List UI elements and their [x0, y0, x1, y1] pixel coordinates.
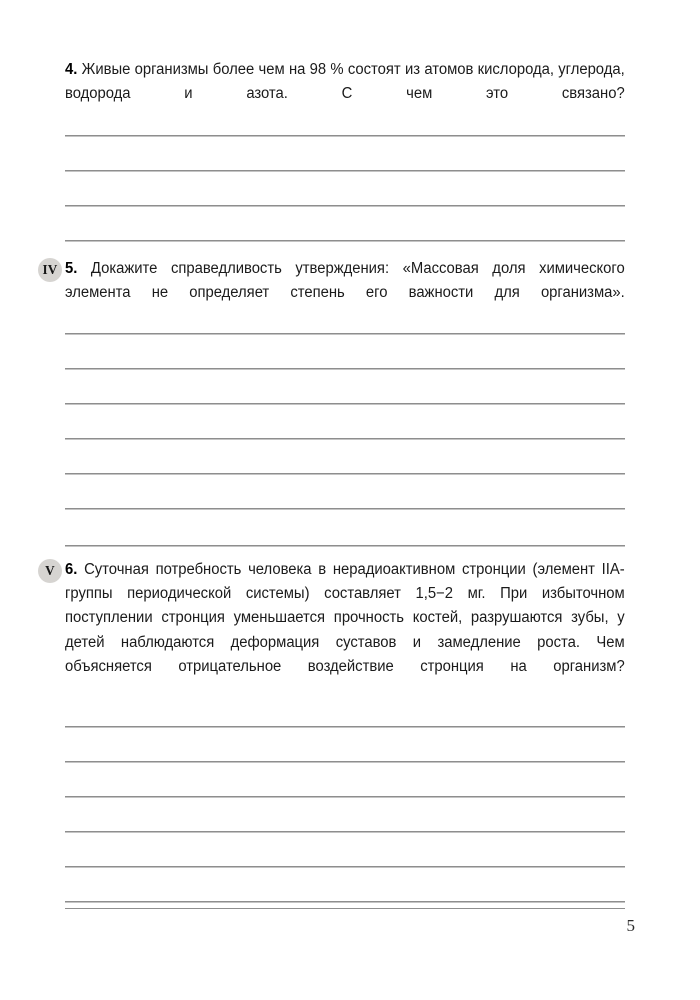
footer-divider	[65, 908, 625, 909]
answer-line-q6-6[interactable]	[65, 901, 625, 903]
question-5-number: 5.	[65, 260, 78, 277]
question-6-number: 6.	[65, 561, 78, 578]
answer-line-q5-7[interactable]	[65, 545, 625, 547]
answer-line-q6-2[interactable]	[65, 761, 625, 763]
roman-numeral-badge-iv: IV	[38, 258, 62, 282]
question-5-body: Докажите справедливость утверждения: «Массовая доля химического элемента не определяет степень его важности для организма».	[65, 260, 625, 302]
question-6-body: Суточная потребность человека в нерадиоактивном стронции (элемент IIA-группы периодической системы) составляет 1,5−2 мг. При избыточном поступлении стронция уменьшается прочность костей, разрушаются зубы, у детей наблюдаются деформация суставов и замедление роста. Чем объясняется отрицательное воздействие стронция на организм?	[65, 561, 625, 675]
answer-line-q5-6[interactable]	[65, 508, 625, 510]
question-block-4	[65, 58, 625, 131]
question-4-body: Живые организмы более чем на 98 % состоят из атомов кислорода, углерода, водорода и азота. С чем это связано?	[65, 61, 625, 103]
answer-line-q6-4[interactable]	[65, 831, 625, 833]
answer-line-q4-4[interactable]	[65, 240, 625, 242]
answer-line-q5-4[interactable]	[65, 438, 625, 440]
roman-numeral-badge-v: V	[38, 559, 62, 583]
question-4-text	[65, 58, 625, 131]
question-6-text	[65, 558, 625, 703]
answer-line-q5-5[interactable]	[65, 473, 625, 475]
answer-line-q6-1[interactable]	[65, 726, 625, 728]
answer-line-q4-2[interactable]	[65, 170, 625, 172]
question-4-number: 4.	[65, 61, 78, 78]
question-block-5	[65, 257, 625, 330]
answer-line-q4-3[interactable]	[65, 205, 625, 207]
answer-line-q5-3[interactable]	[65, 403, 625, 405]
question-5-text	[65, 257, 625, 330]
answer-line-q4-1[interactable]	[65, 135, 625, 137]
question-block-6	[65, 558, 625, 703]
answer-line-q5-2[interactable]	[65, 368, 625, 370]
answer-line-q6-3[interactable]	[65, 796, 625, 798]
page-number: 5	[626, 916, 635, 935]
answer-line-q6-5[interactable]	[65, 866, 625, 868]
answer-line-q5-1[interactable]	[65, 333, 625, 335]
